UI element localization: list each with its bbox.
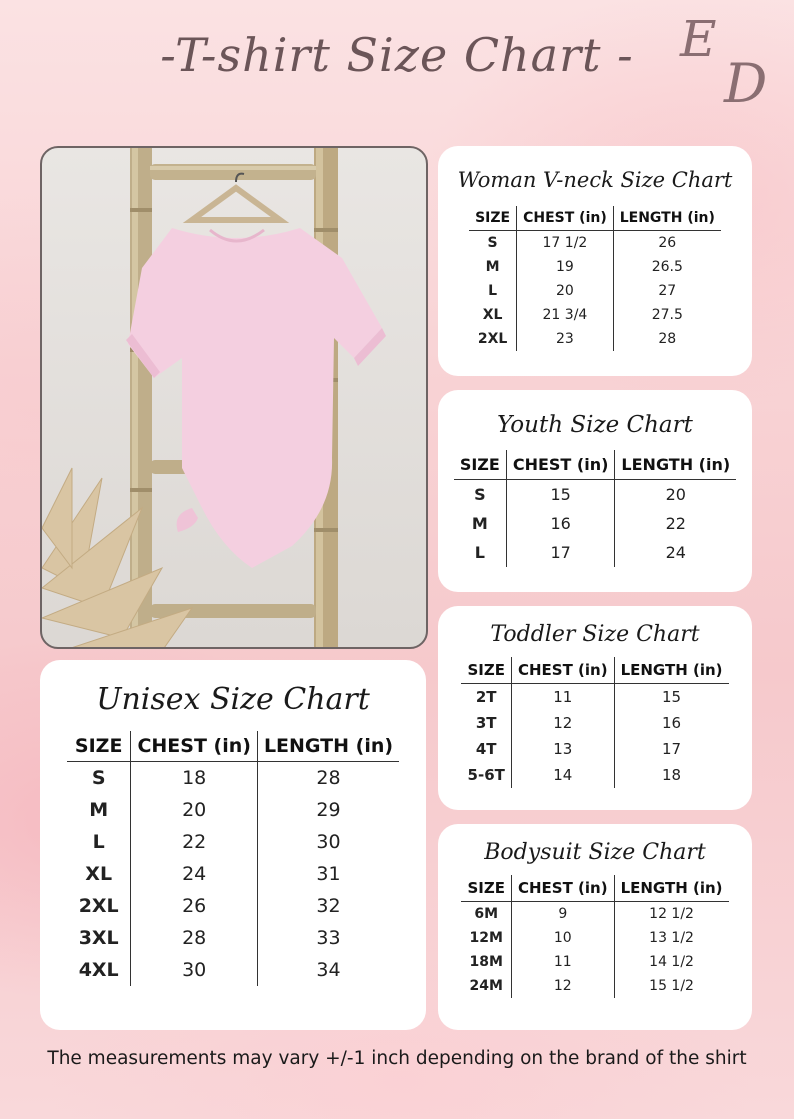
- toddler-size-chart-card: [438, 606, 752, 810]
- column-header-size: SIZE: [67, 731, 131, 762]
- brand-logo: [672, 8, 792, 120]
- table-row: [461, 762, 728, 788]
- woman-vneck-size-chart-card: [438, 146, 752, 376]
- size-cell: 4T: [475, 740, 497, 758]
- logo-letter-e: E: [680, 10, 717, 68]
- size-cell: 6M: [474, 906, 499, 922]
- length-cell: 28: [613, 327, 721, 351]
- bodysuit-size-chart-card: [438, 824, 752, 1030]
- table-row: [67, 762, 399, 795]
- column-header-length: LENGTH (in): [615, 450, 736, 480]
- column-header-size: SIZE: [461, 875, 511, 902]
- length-cell: 24: [615, 538, 736, 567]
- bodysuit-size-table: [461, 875, 728, 998]
- size-cell: 2T: [475, 688, 497, 706]
- size-cell: 24M: [469, 978, 503, 994]
- table-row: [461, 902, 728, 927]
- length-cell: 27: [613, 279, 721, 303]
- chest-cell: 12: [511, 974, 614, 998]
- column-header-chest: CHEST (in): [511, 875, 614, 902]
- chest-cell: 13: [511, 736, 614, 762]
- table-row: [67, 954, 399, 986]
- size-cell: L: [488, 283, 498, 299]
- column-header-chest: CHEST (in): [517, 206, 614, 231]
- table-row: [67, 890, 399, 922]
- length-cell: 14 1/2: [614, 950, 728, 974]
- column-header-chest: CHEST (in): [511, 657, 614, 684]
- table-row: [461, 710, 728, 736]
- length-cell: 13 1/2: [614, 926, 728, 950]
- length-cell: 30: [257, 826, 399, 858]
- chest-cell: 28: [131, 922, 258, 954]
- measurement-disclaimer: The measurements may vary +/-1 inch depending on the brand of the shirt: [47, 1048, 747, 1069]
- length-cell: 34: [257, 954, 399, 986]
- column-header-size: SIZE: [469, 206, 517, 231]
- unisex-size-chart-card: [40, 660, 426, 1030]
- column-header-length: LENGTH (in): [614, 657, 728, 684]
- column-header-size: SIZE: [461, 657, 511, 684]
- chest-cell: 30: [131, 954, 258, 986]
- column-header-chest: CHEST (in): [131, 731, 258, 762]
- length-cell: 12 1/2: [614, 902, 728, 927]
- table-row: [461, 950, 728, 974]
- youth-size-table: [454, 450, 736, 567]
- chest-cell: 19: [517, 255, 614, 279]
- size-cell: 3XL: [78, 927, 119, 949]
- toddler-size-table: [461, 657, 728, 788]
- length-cell: 26: [613, 231, 721, 256]
- chest-cell: 20: [517, 279, 614, 303]
- logo-letter-d: D: [724, 52, 768, 115]
- table-row: [469, 255, 721, 279]
- length-cell: 20: [615, 480, 736, 510]
- length-cell: 16: [614, 710, 728, 736]
- chest-cell: 21 3/4: [517, 303, 614, 327]
- length-cell: 17: [614, 736, 728, 762]
- column-header-length: LENGTH (in): [613, 206, 721, 231]
- table-row: [469, 231, 721, 256]
- size-cell: S: [474, 485, 486, 504]
- size-cell: S: [487, 235, 498, 251]
- size-cell: 2XL: [78, 895, 119, 917]
- column-header-size: SIZE: [454, 450, 507, 480]
- length-cell: 33: [257, 922, 399, 954]
- chest-cell: 24: [131, 858, 258, 890]
- table-row: [461, 974, 728, 998]
- size-cell: 2XL: [477, 331, 508, 347]
- table-row: [461, 736, 728, 762]
- chest-cell: 22: [131, 826, 258, 858]
- bodysuit-chart-title: Bodysuit Size Chart: [484, 840, 706, 865]
- table-row: [454, 480, 736, 510]
- column-header-chest: CHEST (in): [506, 450, 615, 480]
- toddler-chart-title: Toddler Size Chart: [490, 622, 700, 647]
- youth-chart-title: Youth Size Chart: [497, 412, 693, 438]
- page-title: -T-shirt Size Chart -: [160, 28, 634, 82]
- length-cell: 15 1/2: [614, 974, 728, 998]
- chest-cell: 16: [506, 509, 615, 538]
- chest-cell: 20: [131, 794, 258, 826]
- length-cell: 26.5: [613, 255, 721, 279]
- size-cell: S: [91, 767, 106, 789]
- table-row: [454, 538, 736, 567]
- unisex-chart-title: Unisex Size Chart: [96, 682, 370, 717]
- chest-cell: 9: [511, 902, 614, 927]
- table-row: [67, 826, 399, 858]
- chest-cell: 17 1/2: [517, 231, 614, 256]
- size-cell: M: [485, 259, 500, 275]
- size-cell: 3T: [475, 714, 497, 732]
- chest-cell: 10: [511, 926, 614, 950]
- chest-cell: 11: [511, 684, 614, 711]
- table-row: [469, 279, 721, 303]
- chest-cell: 12: [511, 710, 614, 736]
- table-row: [461, 926, 728, 950]
- length-cell: 18: [614, 762, 728, 788]
- table-row: [67, 794, 399, 826]
- size-cell: 4XL: [78, 959, 119, 981]
- chest-cell: 15: [506, 480, 615, 510]
- length-cell: 29: [257, 794, 399, 826]
- length-cell: 15: [614, 684, 728, 711]
- chest-cell: 11: [511, 950, 614, 974]
- size-cell: XL: [85, 863, 113, 885]
- column-header-length: LENGTH (in): [257, 731, 399, 762]
- size-cell: L: [92, 831, 105, 853]
- size-cell: 5-6T: [467, 766, 505, 784]
- size-cell: L: [474, 543, 485, 562]
- table-row: [67, 858, 399, 890]
- woman-vneck-size-table: [469, 206, 721, 351]
- unisex-size-table: [67, 731, 399, 986]
- table-row: [469, 303, 721, 327]
- chest-cell: 17: [506, 538, 615, 567]
- table-row: [469, 327, 721, 351]
- length-cell: 28: [257, 762, 399, 795]
- length-cell: 32: [257, 890, 399, 922]
- chest-cell: 14: [511, 762, 614, 788]
- column-header-length: LENGTH (in): [614, 875, 728, 902]
- tshirt-photo: [40, 146, 428, 649]
- size-cell: M: [89, 799, 109, 821]
- table-row: [67, 922, 399, 954]
- size-cell: 18M: [469, 954, 503, 970]
- length-cell: 27.5: [613, 303, 721, 327]
- size-cell: 12M: [469, 930, 503, 946]
- table-row: [454, 509, 736, 538]
- table-row: [461, 684, 728, 711]
- size-cell: XL: [482, 307, 503, 323]
- size-cell: M: [471, 514, 488, 533]
- chest-cell: 18: [131, 762, 258, 795]
- woman-vneck-chart-title: Woman V-neck Size Chart: [457, 168, 733, 192]
- chest-cell: 26: [131, 890, 258, 922]
- youth-size-chart-card: [438, 390, 752, 592]
- chest-cell: 23: [517, 327, 614, 351]
- length-cell: 22: [615, 509, 736, 538]
- length-cell: 31: [257, 858, 399, 890]
